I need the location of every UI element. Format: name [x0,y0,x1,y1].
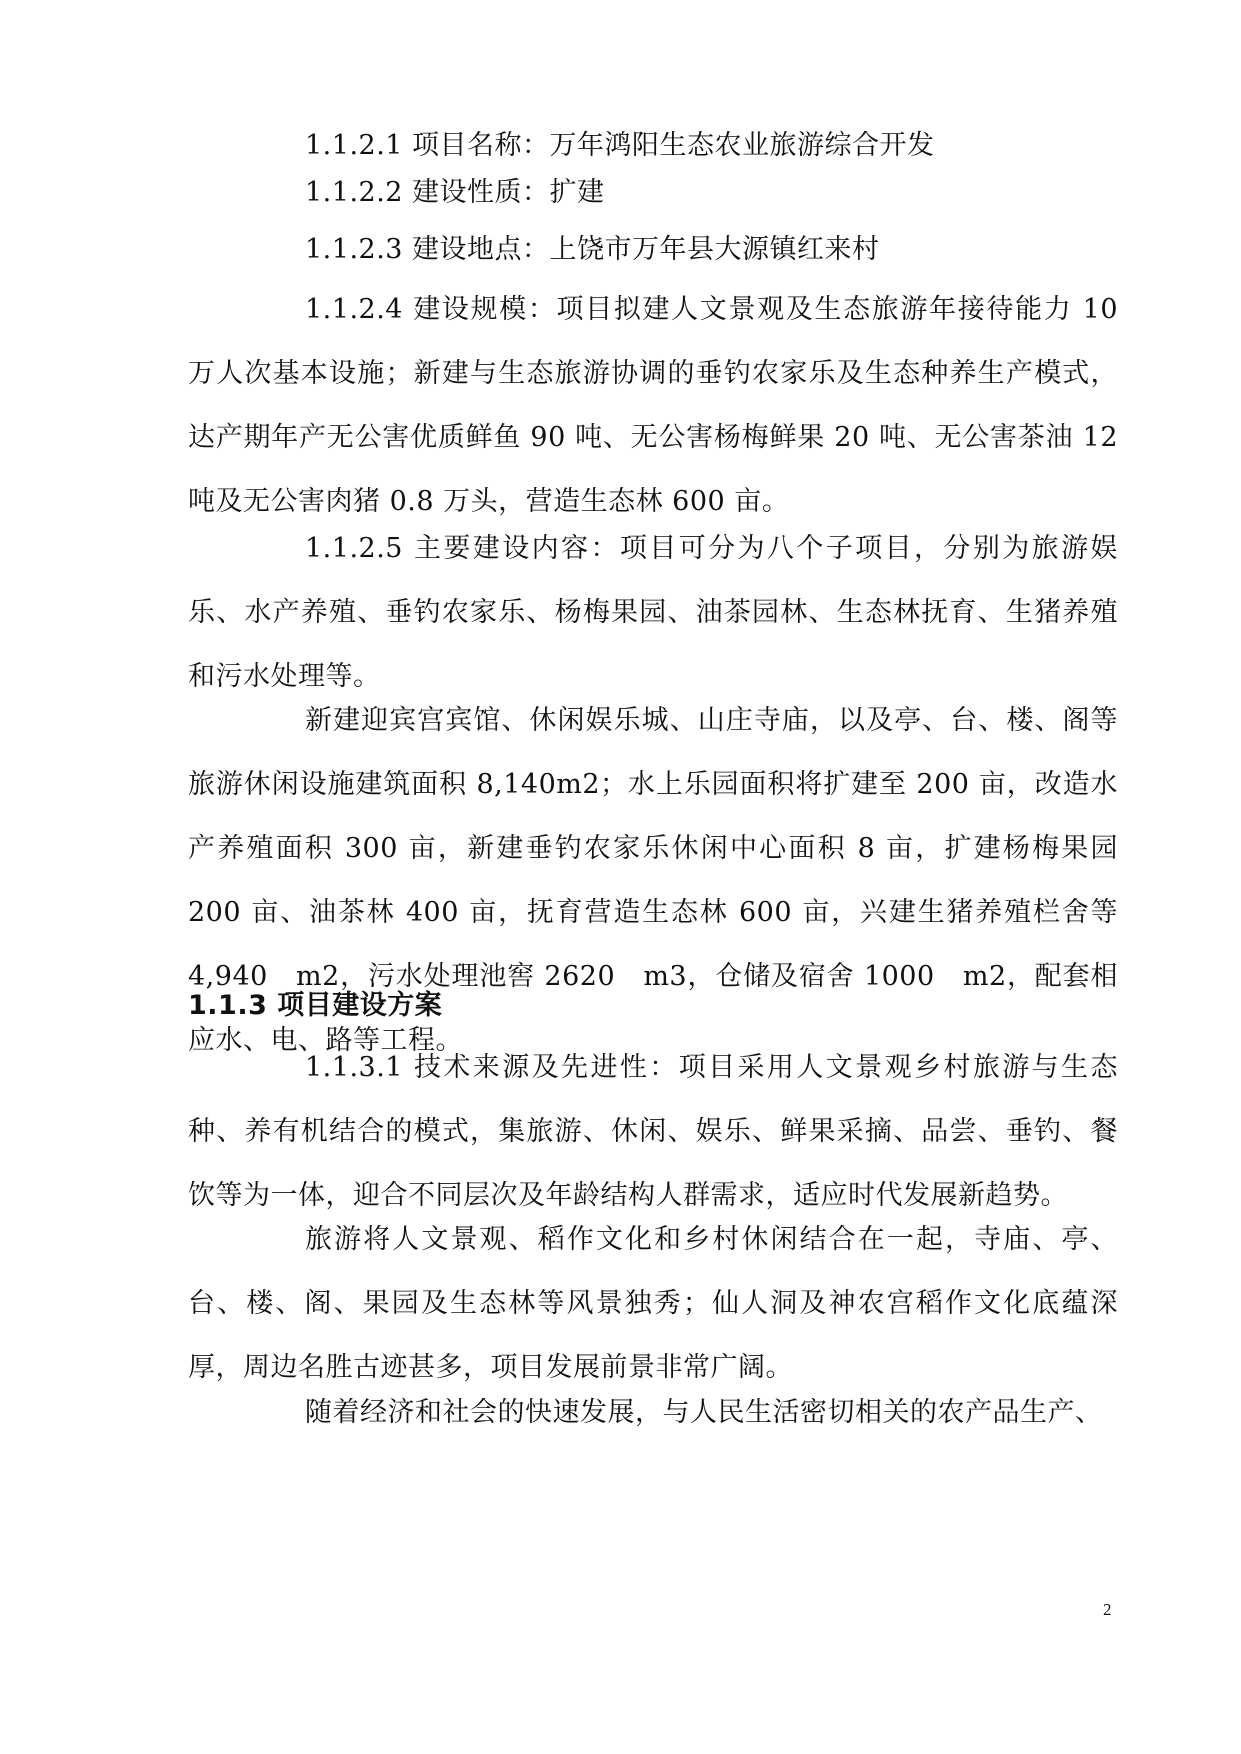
page-number: 2 [1103,1600,1112,1619]
paragraph-construction-nature: 1.1.2.2 建设性质：扩建 [305,177,605,208]
paragraph-new-construction: 新建迎宾宫宾馆、休闲娱乐城、山庄寺庙，以及亭、台、楼、阁等旅游休闲设施建筑面积 8,140m2；水上乐园面积将扩建至 200 亩，改造水产养殖面积 300 亩，新建垂钓农家乐休闲中心面积 8 亩，扩建杨梅果园 200 亩、油茶林 400 亩，抚育营造生态林 600 亩，兴建生猪养殖栏舍等 4,940 m2，污水处理池窖 2620 m3，仓储及宿舍 1000 m2，配套相应水、电、路等工程。 [188,705,1118,1056]
section-heading: 1.1.3 项目建设方案 [188,990,443,1021]
paragraph-project-name: 1.1.2.1 项目名称：万年鸿阳生态农业旅游综合开发 [305,130,935,161]
paragraph-construction-scale: 1.1.2.4 建设规模：项目拟建人文景观及生态旅游年接待能力 10 万人次基本设施；新建与生态旅游协调的垂钓农家乐及生态种养生产模式，达产期年产无公害优质鲜鱼 90 吨、无公害杨梅鲜果 20 吨、无公害茶油 12 吨及无公害肉猪 0.8 万头，营造生态林 600 亩。 [188,294,1118,517]
paragraph-tourism-culture: 旅游将人文景观、稻作文化和乡村休闲结合在一起，寺庙、亭、台、楼、阁、果园及生态林等风景独秀；仙人洞及神农宫稻作文化底蕴深厚，周边名胜古迹甚多，项目发展前景非常广阔。 [188,1224,1118,1383]
paragraph-main-content: 1.1.2.5 主要建设内容：项目可分为八个子项目，分别为旅游娱乐、水产养殖、垂钓农家乐、杨梅果园、油茶园林、生态林抚育、生猪养殖和污水处理等。 [188,533,1118,692]
paragraph-economic-development: 随着经济和社会的快速发展，与人民生活密切相关的农产品生产、 [305,1397,1103,1428]
paragraph-construction-location: 1.1.2.3 建设地点：上饶市万年县大源镇红来村 [305,234,880,265]
paragraph-technology-source: 1.1.3.1 技术来源及先进性：项目采用人文景观乡村旅游与生态种、养有机结合的模式，集旅游、休闲、娱乐、鲜果采摘、品尝、垂钓、餐饮等为一体，迎合不同层次及年龄结构人群需求，适应时代发展新趋势。 [188,1052,1118,1211]
